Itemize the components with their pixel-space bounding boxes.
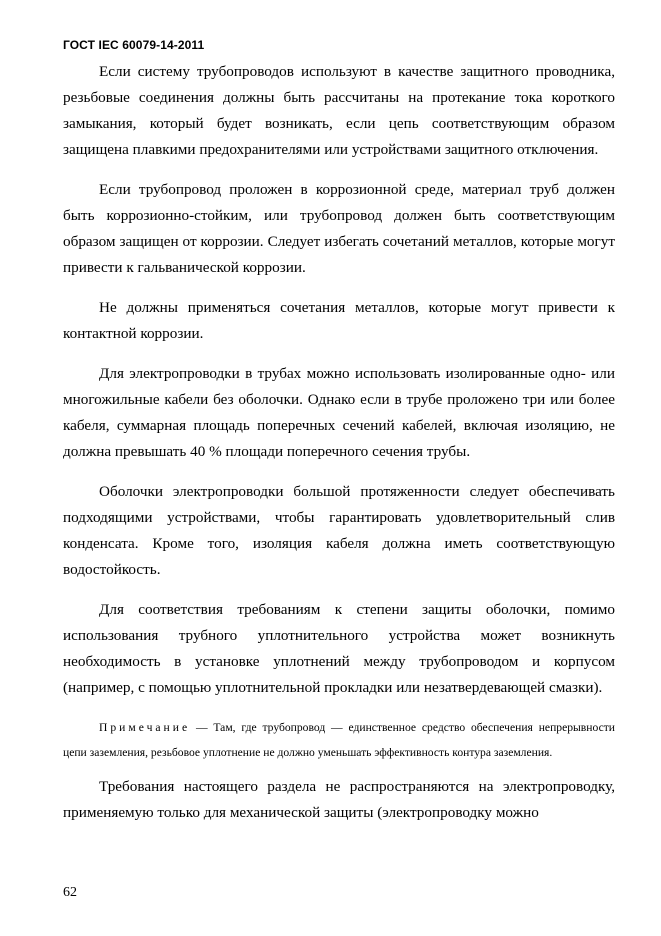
paragraph-ingress-protection: Для соответствия требованиям к степени защиты оболочки, помимо использования трубного уплотнительного устройства может возникнуть необходимость в установке уплотнений между трубопроводом и корпусом (например, с помощью уплотнительной прокладки или незатвердевающей смазки).: [63, 601, 615, 696]
note-label: Примечание: [99, 721, 191, 734]
note: [63, 715, 615, 765]
page-number: 62: [63, 885, 77, 900]
paragraph-scope-limitation: Требования настоящего раздела не распространяются на электропроводку, применяемую только для механической защиты (электропроводку можно: [63, 778, 615, 821]
paragraph-cables-in-conduit: Для электропроводки в трубах можно использовать изолированные одно- или многожильные кабели без оболочки. Однако если в трубе проложено три или более кабеля, суммарная площадь поперечных сечений кабелей, включая изоляцию, не должна превышать 40 % площади поперечного сечения трубы.: [63, 365, 615, 460]
paragraph-condensate-drainage: Оболочки электропроводки большой протяженности следует обеспечивать подходящими устройствами, чтобы гарантировать удовлетворительный слив конденсата. Кроме того, изоляция кабеля должна иметь соответствующую водостойкость.: [63, 483, 615, 578]
note-text: Там, где трубопровод — единственное средство обеспечения непрерывности цепи заземления, резьбовое уплотнение не должно уменьшать эффективность контура заземления.: [63, 721, 615, 759]
document-header: ГОСТ IEC 60079-14-2011: [63, 38, 205, 52]
paragraph-protective-conductor: Если систему трубопроводов используют в качестве защитного проводника, резьбовые соединения должны быть рассчитаны на протекание тока короткого замыкания, который будет возникать, если цепь соответствующим образом защищена плавкими предохранителями или устройствами защитного отключения.: [63, 63, 615, 158]
paragraph-corrosion: Если трубопровод проложен в коррозионной среде, материал труб должен быть коррозионно-стойким, или трубопровод должен быть соответствующим образом защищен от коррозии. Следует избегать сочетаний металлов, которые могут привести к гальванической коррозии.: [63, 181, 615, 276]
note-dash: —: [190, 721, 214, 734]
paragraph-contact-corrosion: Не должны применяться сочетания металлов, которые могут привести к контактной коррозии.: [63, 299, 615, 342]
document-body: [63, 59, 615, 840]
